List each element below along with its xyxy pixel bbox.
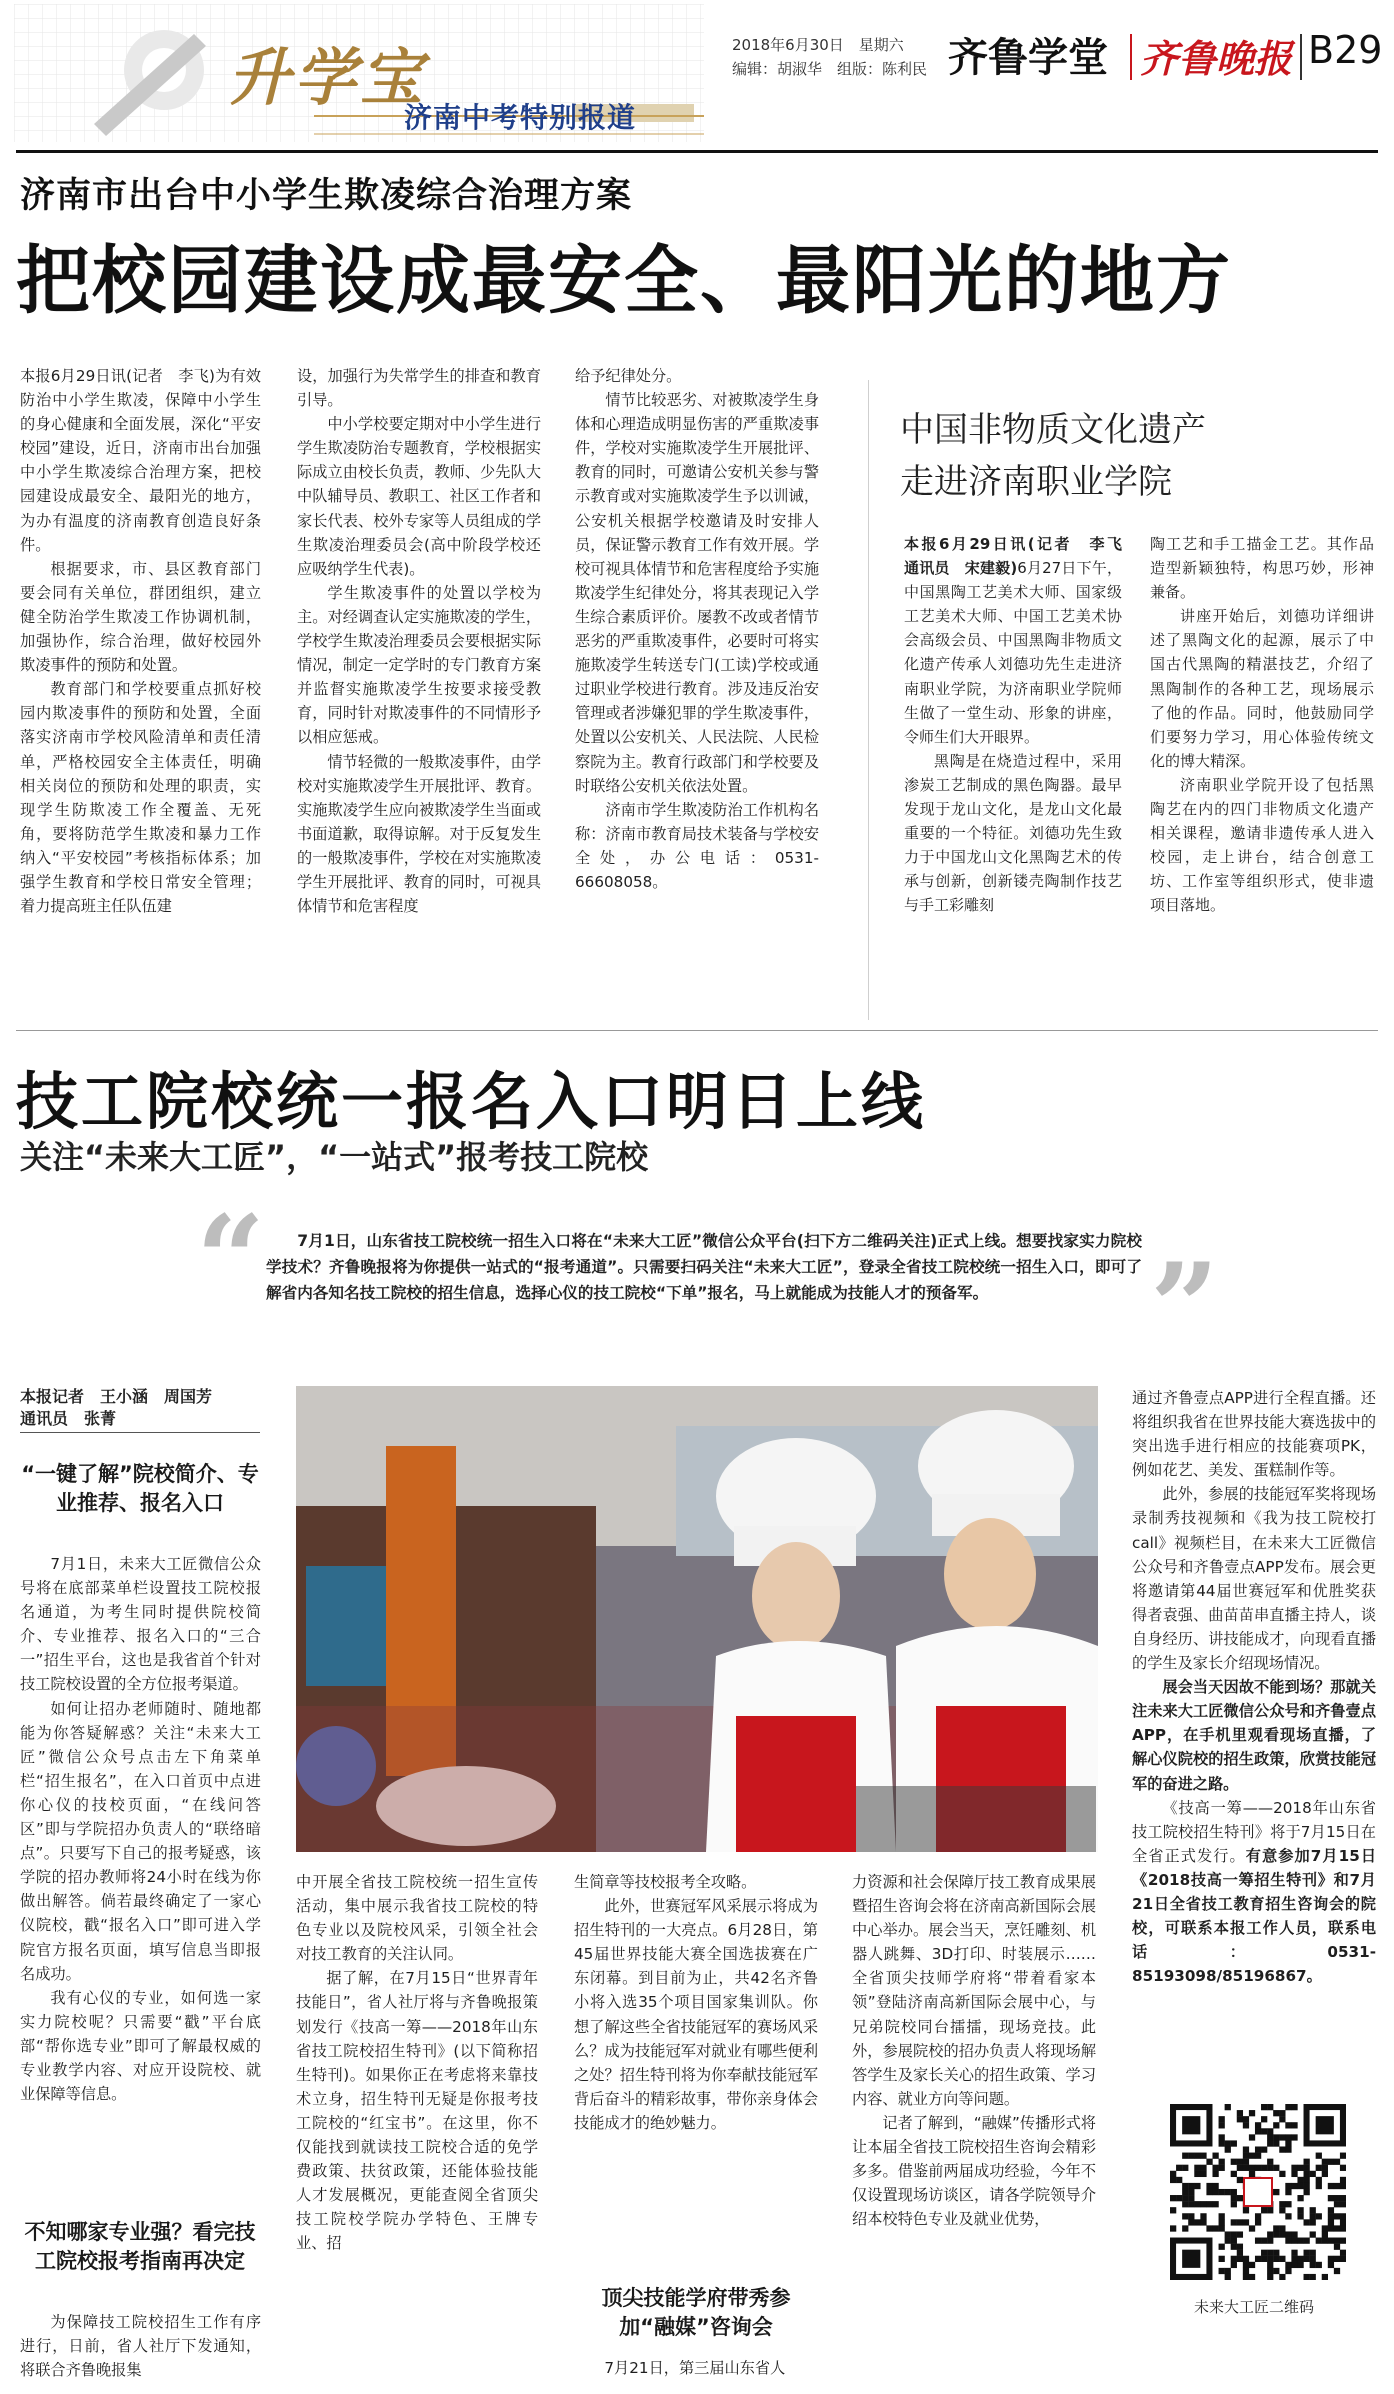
paragraph: 6月27日下午，中国黑陶工艺美术大师、国家级工艺美术大师、中国工艺美术协会高级会员、中国黑陶非物质文化遗产传承人刘德功先生走进济南职业学院，为济南职业学院师生做了一堂生动、形象的讲座，令师生们大开眼界。 xyxy=(904,559,1122,746)
paragraph: 通过齐鲁壹点APP进行全程直播。还将组织我省在世界技能大赛选拔中的突出选手进行相应的技能赛项PK，例如花艺、美发、蛋糕制作等。 xyxy=(1132,1389,1376,1480)
article1-kicker: 济南市出台中小学生欺凌综合治理方案 xyxy=(20,176,633,216)
article2-column-1 xyxy=(904,532,1138,918)
quote-mark-close: ” xyxy=(1150,1237,1220,1378)
masthead xyxy=(0,0,1394,148)
paragraph: 情节比较恶劣、对被欺凌学生身体和心理造成明显伤害的严重欺凌事件，学校对实施欺凌学生开展批评、教育的同时，可邀请公安机关参与警示教育或对实施欺凌学生予以训诫，公安机关根据学校邀请及时安排人员，保证警示教育工作有效开展。学校可视具体情节和危害程度给予实施欺凌学生纪律处分，将其表现记入学生综合素质评价。屡教不改或者情节恶劣的严重欺凌事件，必要时可将实施欺凌学生转送专门(工读)学校或通过职业学校进行教育。涉及违反治安管理或者涉嫌犯罪的学生欺凌事件，处置以公安机关、人民法院、人民检察院为主。教育行政部门和学校要及时联络公安机关依法处置。 xyxy=(575,391,819,795)
newspaper-logo: 齐鲁晚报 xyxy=(1140,36,1293,81)
column-logo: 升学宝 xyxy=(228,41,427,114)
paragraph: 给予纪律处分。 xyxy=(575,367,682,385)
section-heading: 顶尖技能学府带秀参加“融媒”咨询会 xyxy=(601,2286,791,2339)
paragraph: 黑陶是在烧造过程中，采用渗炭工艺制成的黑色陶器。最早发现于龙山文化，是龙山文化最重要的一个特征。刘德功先生致力于中国龙山文化黑陶艺术的传承与创新，创新镂壳陶制作技艺与手工彩雕刻 xyxy=(904,751,1122,915)
paragraph: 讲座开始后，刘德功详细讲述了黑陶文化的起源，展示了中国古代黑陶的精湛技艺，介绍了黑陶制作的各种工艺，现场展示了他的作品。同时，他鼓励同学们要努力学习，用心体验传统文化的博大精深。 xyxy=(1150,607,1374,770)
byline: 本报6月29日讯(记者 李飞 通讯员 宋建毅) xyxy=(904,535,1138,578)
paragraph: 7月21日，第三届山东省人 xyxy=(604,2359,786,2377)
byline xyxy=(20,1386,260,1433)
article1-column-2 xyxy=(297,364,541,918)
editor-credits: 编辑：胡淑华 组版：陈利民 xyxy=(732,60,928,78)
paragraph: 根据要求，市、县区教育部门要会同有关单位，群团组织，建立健全防治学生欺凌工作协调机制，加强协作，综合治理，做好校园外欺凌事件的预防和处置。 xyxy=(20,559,261,675)
page-number: B29 xyxy=(1308,28,1383,72)
paragraph: 本报6月29日讯(记者 李飞)为有效防治中小学生欺凌，保障中小学生的身心健康和全面发展，深化“平安校园”建设，近日，济南市出台加强中小学生欺凌综合治理方案，把校园建设成最安全、最阳光的地方，为办有温度的济南教育创造良好条件。 xyxy=(20,367,261,554)
photo-illustration xyxy=(296,1386,1098,1852)
paragraph: 此外，参展的技能冠军奖将现场录制秀技视频和《我为技工院校打call》视频栏目，在未来大工匠微信公众号和齐鲁壹点APP发布。展会更将邀请第44届世赛冠军和优胜奖获得者袁强、曲苗苗串直播主持人，谈自身经历、讲技能成才，向现看直播的学生及家长介绍现场情况。 xyxy=(1132,1485,1376,1673)
paragraph: 中小学校要定期对中小学生进行学生欺凌防治专题教育，学校根据实际成立由校长负责，教师、少先队大中队辅导员、教职工、社区工作者和家长代表、校外专家等人员组成的学生欺凌治理委员会(高中阶段学校还应吸纳学生代表)。 xyxy=(297,415,541,578)
issue-date: 2018年6月30日 星期六 xyxy=(732,36,904,54)
article1-column-1 xyxy=(20,364,261,918)
paragraph: 济南职业学院开设了包括黑陶艺在内的四门非物质文化遗产相关课程，邀请非遗传承人进入校园，走上讲台，结合创意工坊、工作室等组织形式，使非遗项目落地。 xyxy=(1150,775,1374,915)
article1-column-3 xyxy=(575,364,819,894)
divider xyxy=(1300,34,1302,80)
divider xyxy=(1130,34,1132,80)
quote-mark-open: “ xyxy=(196,1189,266,1330)
article3-subhead: 关注“未来大工匠”，“一站式”报考技工院校 xyxy=(20,1138,649,1176)
paragraph: 此外，世赛冠军风采展示将成为招生特刊的一大亮点。6月28日，第45届世界技能大赛全国选拔赛在广东闭幕。到目前为止，共42名齐鲁小将入选35个项目国家集训队。你想了解这些全省技能冠军的赛场风采么？成为技能冠军对就业有哪些便利之处？招生特刊将为你奉献技能冠军背后奋斗的精彩故事，带你亲身体会技能成才的绝妙魅力。 xyxy=(574,1897,818,2132)
column-divider xyxy=(868,380,869,1020)
paragraph: 教育部门和学校要重点抓好校园内欺凌事件的预防和处置，全面落实济南市学校风险清单和责任清单，严格校园安全主体责任，明确相关岗位的预防和处理的职责，实现学生防欺凌工作全覆盖、无死角，要将防范学生欺凌和暴力工作纳入“平安校园”考核指标体系；加强学生教育和学校日常安全管理；着力提高班主任队伍建 xyxy=(20,680,261,916)
column-subtitle: 济南中考特别报道 xyxy=(404,101,637,134)
article3-left-column-end xyxy=(20,2310,261,2382)
article2-column-2 xyxy=(1150,532,1374,918)
qr-code[interactable] xyxy=(1170,2104,1346,2280)
paragraph: 有意参加7月15日《2018技高一筹招生特刊》和7月21日全省技工教育招生咨询会的院校，可联系本报工作人员，联系电话：0531-85193098/85196867。 xyxy=(1132,1846,1377,1986)
paragraph: 情节轻微的一般欺凌事件，由学校对实施欺凌学生开展批评、教育。实施欺凌学生应向被欺凌学生当面或书面道歉，取得谅解。对于反复发生的一般欺凌事件，学校在对实施欺凌学生开展批评、教育的同时，可视具体情节和危害程度 xyxy=(297,752,541,916)
article3-headline: 技工院校统一报名入口明日上线 xyxy=(16,1065,927,1138)
masthead-rule xyxy=(16,150,1378,153)
paragraph: 中开展全省技工院校统一招生宣传活动，集中展示我省技工院校的特色专业以及院校风采，引领全社会对技工教育的关注认同。 xyxy=(296,1873,538,1964)
byline-reporter: 本报记者 王小涵 周国芳 xyxy=(20,1387,213,1406)
paragraph: 陶工艺和手工描金工艺。其作品造型新颖独特，构思巧妙，形神兼备。 xyxy=(1150,535,1374,602)
paragraph: 为保障技工院校招生工作有序进行，日前，省人社厅下发通知，将联合齐鲁晚报集 xyxy=(20,2313,261,2380)
byline-correspondent: 通讯员 张菁 xyxy=(20,1409,117,1428)
paragraph: 济南市学生欺凌防治工作机构名称：济南市教育局技术装备与学校安全处，办公电话：0531-66608058。 xyxy=(575,800,819,891)
section-heading: “一键了解”院校简介、专业推荐、报名入口 xyxy=(21,1462,259,1515)
paragraph: 据了解，在7月15日“世界青年技能日”，省人社厅将与齐鲁晚报策划发行《技高一筹——2018年山东省技工院校招生特刊》(以下简称招生特刊)。如果你正在考虑将来靠技术立身，招生特刊无疑是你报考技工院校的“红宝书”。在这里，你不仅能找到就读技工院校合适的免学费政策、扶贫政策，还能体验技能人才发展概况，更能查阅全省顶尖技工院校学院办学特色、王牌专业、招 xyxy=(296,1969,538,2253)
qr-code-icon xyxy=(1170,2104,1346,2280)
qr-caption: 未来大工匠二维码 xyxy=(1193,2298,1314,2316)
article3-column-a xyxy=(296,1870,538,2256)
paragraph: 生简章等技校报考全攻略。 xyxy=(574,1873,757,1891)
paragraph: 展会当天因故不能到场？那就关注未来大工匠微信公众号和齐鲁壹点APP，在手机里观看现场直播，了解心仪院校的招生政策，欣赏技能冠军的奋进之路。 xyxy=(1132,1678,1376,1793)
article3-column-b xyxy=(574,1870,818,2135)
paragraph: 7月1日，未来大工匠微信公众号将在底部菜单栏设置技工院校报名通道，为考生同时提供院校简介、专业推荐、报名入口的“三合一”招生平台，这也是我省首个针对技工院校设置的全方位报考渠道。 xyxy=(20,1555,261,1694)
section-heading: 不知哪家专业强？看完技工院校报考指南再决定 xyxy=(24,2220,256,2273)
article3-column-b-end xyxy=(574,2356,818,2380)
article3-lead: 7月1日，山东省技工院校统一招生入口将在“未来大工匠”微信公众平台(扫下方二维码关注)正式上线。想要找家实力院校学技术？齐鲁晚报将为你提供一站式的“报考通道”。只需要扫码关注“未来大工匠”，登录全省技工院校统一招生入口，即可了解省内各知名技工院校的招生信息，选择心仪的技工院校“下单”报名，马上就能成为技能人才的预备军。 xyxy=(266,1232,1142,1302)
paragraph: 力资源和社会保障厅技工教育成果展暨招生咨询会将在济南高新国际会展中心举办。展会当天，烹饪雕刻、机器人跳舞、3D打印、时装展示……全省顶尖技师学府将“带着看家本领”登陆济南高新国际会展中心，与兄弟院校同台擂擂，现场竞技。此外，参展院校的招办负责人将现场解答学生及家长关心的招生政策、学习内容、就业方向等问题。 xyxy=(852,1873,1096,2108)
paragraph: 《技高一筹——2018年山东省技工院校招生特刊》将于7月15日在全省正式发行。 xyxy=(1132,1798,1376,1865)
section-name: 齐鲁学堂 xyxy=(948,35,1108,81)
article2-headline: 中国非物质文化遗产 走进济南职业学院 xyxy=(900,410,1206,502)
article3-left-column xyxy=(20,1552,261,2106)
paragraph: 学生欺凌事件的处置以学校为主。对经调查认定实施欺凌的学生，学校学生欺凌治理委员会要根据实际情况，制定一定学时的专门教育方案并监督实施欺凌学生按要求接受教育，同时针对欺凌事件的不同情形予以相应惩戒。 xyxy=(297,583,541,747)
paragraph: 设，加强行为失常学生的排查和教育引导。 xyxy=(297,367,541,410)
paragraph: 我有心仪的专业，如何选一家实力院校呢？只需要“戳”平台底部“帮你选专业”即可了解最权威的专业教学内容、对应开设院校、就业保障等信息。 xyxy=(20,1988,261,2104)
article3-right-column xyxy=(1132,1386,1376,1988)
article3-column-c xyxy=(852,1870,1096,2231)
paragraph: 如何让招办老师随时、随地都能为你答疑解惑？关注“未来大工匠”微信公众号点击左下角菜单栏“招生报名”，在入口首页中点进你心仪的技校页面，“在线问答区”即与学院招办负责人的“联络暗点”。只要写下自己的报考疑惑，该学院的招办教师将24小时在线为你做出解答。倘若最终确定了一家心仪院校，戳“报名入口”即可进入学院官方报名页面，填写信息当即报名成功。 xyxy=(20,1699,261,1983)
photo-chef-students xyxy=(296,1386,1098,1852)
article1-headline: 把校园建设成最安全、最阳光的地方 xyxy=(16,238,1232,324)
paragraph: 记者了解到，“融媒”传播形式将让本届全省技工院校招生咨询会精彩多多。借鉴前两届成功经验，今年不仅设置现场访谈区，请各学院领导介绍本校特色专业及就业优势， xyxy=(852,2113,1096,2229)
article-rule xyxy=(16,1030,1378,1031)
